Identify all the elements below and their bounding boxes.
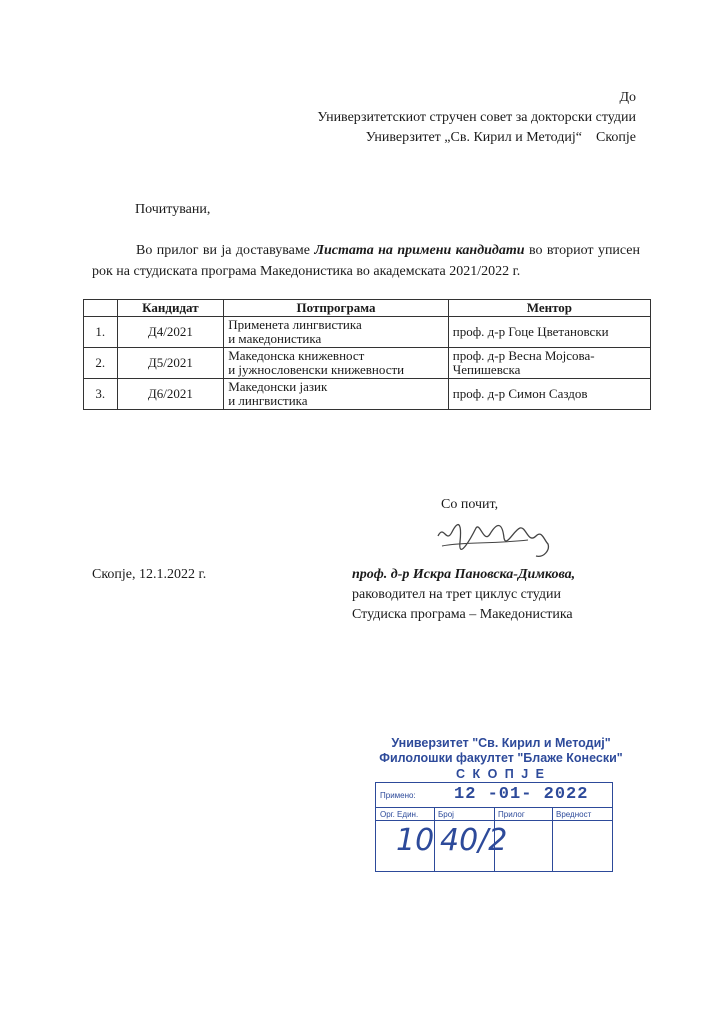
stamp-org-handwritten: 10	[396, 823, 435, 858]
table-row	[84, 348, 651, 379]
body-part2: во вториот уписен рок на студиската програма Македонистика во академската 2021/2022 г.	[92, 243, 641, 279]
row-number: 3.	[84, 379, 118, 410]
header-program: Потпрограма	[224, 300, 449, 317]
closing: Со почит,	[441, 497, 499, 512]
stamp-line1: Универзитет "Св. Кирил и Методиј"	[391, 736, 611, 750]
mentor-cell: проф. д-р Симон Саздов	[448, 379, 650, 410]
registry-stamp-box	[375, 782, 613, 872]
program-line1: Македонски јазик	[228, 379, 328, 394]
mentor-cell: проф. д-р Весна Мојсова-Чепишевска	[448, 348, 650, 379]
signer-block	[352, 565, 575, 625]
handwritten-signature	[432, 514, 554, 564]
body-paragraph	[92, 240, 640, 282]
stamp-divider	[552, 808, 553, 871]
program-line2: и лингвистика	[228, 393, 308, 408]
stamp-line2: Филолошки факултет "Блаже Конески"	[379, 751, 623, 765]
row-number: 2.	[84, 348, 118, 379]
body-part1: Во прилог ви ја доставуваме	[136, 243, 310, 258]
signer-role1: раководител на трет циклус студии	[352, 587, 562, 602]
stamp-number-handwritten: 40/2	[440, 823, 508, 858]
candidate-code: Д4/2021	[117, 317, 224, 348]
signer-name: проф. д-р Искра Пановска-Димкова,	[352, 567, 576, 582]
body-bold: Листата на примени кандидати	[314, 243, 525, 258]
stamp-date: 12 -01- 2022	[454, 785, 589, 804]
stamp-attachment-label: Прилог	[498, 810, 525, 819]
program-cell	[224, 317, 449, 348]
table-row	[84, 317, 651, 348]
program-cell	[224, 379, 449, 410]
candidate-code: Д6/2021	[117, 379, 224, 410]
header-candidate: Кандидат	[117, 300, 224, 317]
candidates-table	[83, 299, 651, 410]
program-line1: Применета лингвистика	[228, 317, 362, 332]
table-row	[84, 379, 651, 410]
program-line2: и јужнословенски книжевности	[228, 362, 405, 377]
stamp-received-row	[376, 783, 612, 808]
addressee-to: До	[619, 90, 636, 105]
table-header-row	[84, 300, 651, 317]
salutation: Почитувани,	[135, 202, 211, 217]
stamp-subrow-line	[376, 820, 612, 821]
program-line2: и македонистика	[228, 331, 322, 346]
signer-role2: Студиска програма – Македонистика	[352, 607, 573, 622]
row-number: 1.	[84, 317, 118, 348]
candidate-code: Д5/2021	[117, 348, 224, 379]
mentor-cell: проф. д-р Гоце Цветановски	[448, 317, 650, 348]
place-date: Скопје, 12.1.2022 г.	[92, 567, 207, 582]
header-mentor: Ментор	[448, 300, 650, 317]
stamp-value-label: Вредност	[556, 810, 592, 819]
stamp-line3: С К О П Ј Е	[455, 767, 547, 781]
stamp-org-label: Орг. Един.	[380, 810, 419, 819]
header-num	[84, 300, 118, 317]
stamp-number-label: Број	[438, 810, 454, 819]
program-line1: Македонска книжевност	[228, 348, 365, 363]
program-cell	[224, 348, 449, 379]
addressee-line1: Универзитетскиот стручен совет за докторски студии	[317, 110, 636, 125]
addressee-line2: Универзитет „Св. Кирил и Методиј“ Скопје	[365, 130, 636, 145]
stamp-received-label: Примено:	[380, 791, 416, 800]
